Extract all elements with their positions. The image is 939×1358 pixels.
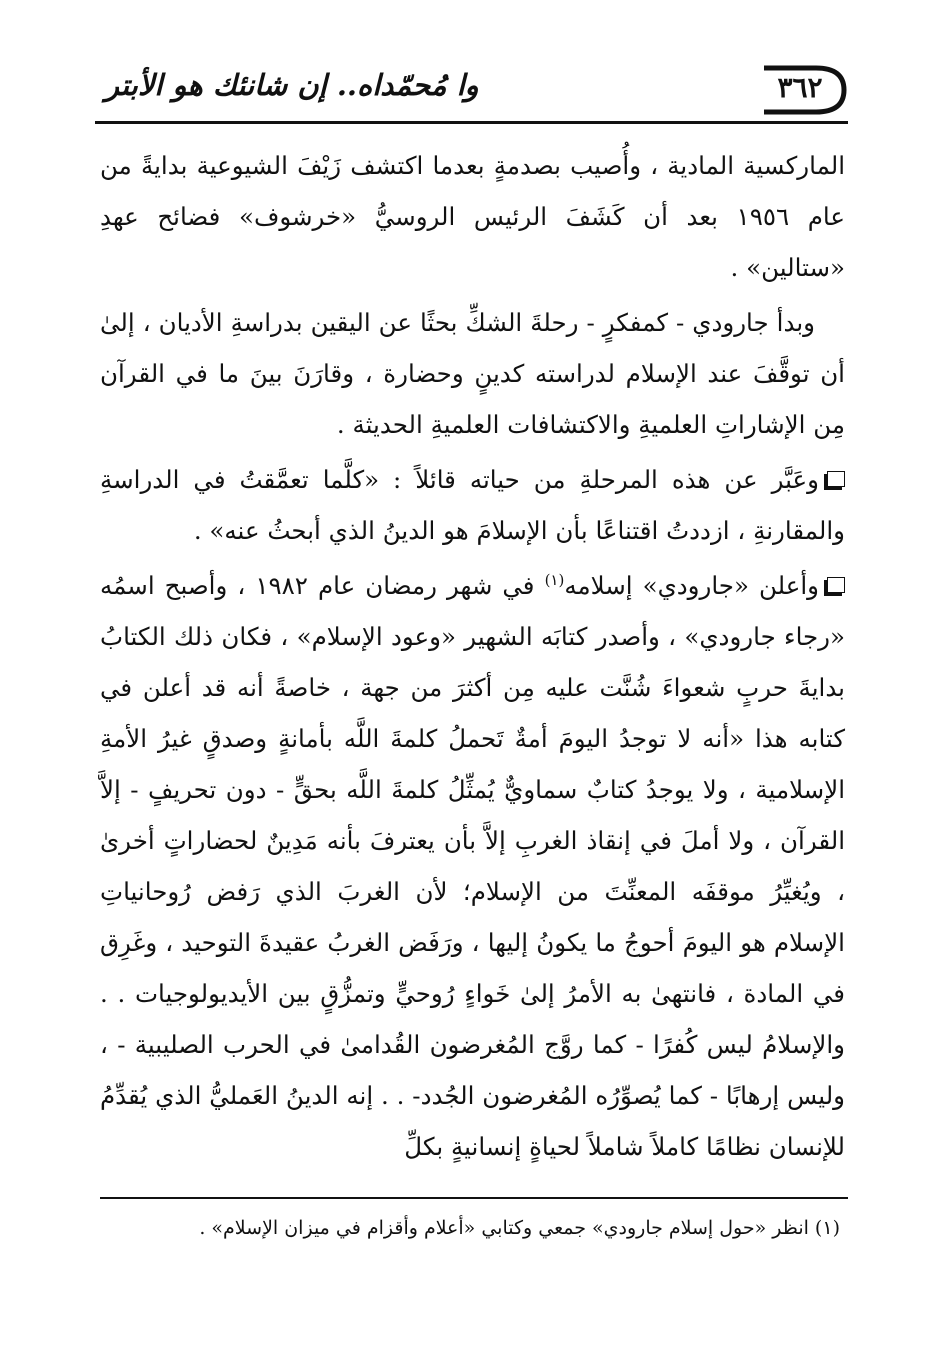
paragraph-3-text: وعَبَّر عن هذه المرحلةِ من حياته قائلاً : «كلَّما تعمَّقتُ في الدراسةِ والمقارنةِ ، ازددتُ اقتناعًا بأن الإسلامَ هو الدينُ الذي أبحثُ عنه» . xyxy=(100,465,845,545)
paragraph-2 xyxy=(100,297,845,450)
page-header xyxy=(95,58,848,122)
header-rule xyxy=(95,121,848,124)
body-text xyxy=(100,140,845,1172)
square-bullet-icon xyxy=(827,577,845,593)
paragraph-4-text-after: في شهر رمضان عام ١٩٨٢ ، وأصبح اسمُه «رجاء جارودي» ، وأصدر كتابَه الشهير «وعود الإسلام» ، فكان ذلك الكتابُ بدايةَ حربٍ شعواءَ شُنَّت عليه مِن أكثرَ من جهة ، خاصةً أنه قد أعلن في كتابه هذا «أنه لا توجدُ اليومَ أمةٌ تَحملُ كلمةَ اللَّه بأمانةٍ وصدقٍ غيرُ الأمةِ الإسلامية ، ولا يوجدُ كتابٌ سماويٌّ يُمثِّلُ كلمةَ اللَّه بحقٍّ - دون تحريفٍ - إلاَّ القرآن ، ولا أملَ في إنقاذ الغربِ إلاَّ بأن يعترفَ بأنه مَدِينٌ لحضاراتٍ أخرىٰ ، ويُغيِّرُ موقفَه المعنِّتَ من الإسلام؛ لأن الغربَ الذي رَفض رُوحانياتِ الإسلام هو اليومَ أحوجُ ما يكونُ إليها ، ورَفَض الغربُ عقيدةَ التوحيد ، وغَرِق في المادة ، فانتهىٰ به الأمرُ إلىٰ خَواءٍ رُوحيٍّ وتمزُّقٍ بين الأيديولوجيات . . والإسلامُ ليس كُفرًا - كما روَّج المُغرضون القُدامىٰ في الحرب الصليبية - ، وليس إرهابًا - كما يُصوِّرُه المُغرضون الجُدد- . . إنه الدينُ العَمليُّ الذي يُقدِّمُ للإنسان نظامًا كاملاً شاملاً لحياةٍ إنسانيةٍ بكلِّ xyxy=(100,571,846,1161)
page-number: ٣٦٢ xyxy=(777,71,823,104)
square-bullet-icon xyxy=(827,471,845,487)
paragraph-3 xyxy=(100,454,845,556)
paragraph-2-text: وبدأ جارودي - كمفكرٍ - رحلةَ الشكِّ بحثًا عن اليقين بدراسةِ الأديان ، إلىٰ أن توقَّفَ عند الإسلام لدراسته كدينٍ وحضارة ، وقارَنَ بينَ ما في القرآن مِن الإشاراتِ العلميةِ والاكتشافات العلميةِ الحديثة . xyxy=(100,308,845,439)
running-title: وا مُحمّداه.. إن شانئك هو الأبتر xyxy=(105,68,479,102)
page-number-badge xyxy=(758,62,848,114)
footnote-rule xyxy=(100,1197,848,1199)
paragraph-1 xyxy=(100,140,845,293)
paragraph-4-text-before: وأعلن «جارودي» إسلامه xyxy=(564,571,819,600)
paragraph-4 xyxy=(100,560,845,1172)
footnote-reference[interactable]: (١) xyxy=(544,570,565,589)
footnote: (١) انظر «حول إسلام جارودي» جمعي وكتابي «أعلام وأقزام في ميزان الإسلام» . xyxy=(199,1217,840,1239)
paragraph-1-text: الماركسية المادية ، وأُصيب بصدمةٍ بعدما اكتشف زَيْفَ الشيوعية بدايةً من عام ١٩٥٦ بعد أن كَشَفَ الرئيس الروسيُّ «خرشوف» فضائح عهدِ «ستالين» . xyxy=(100,151,846,282)
